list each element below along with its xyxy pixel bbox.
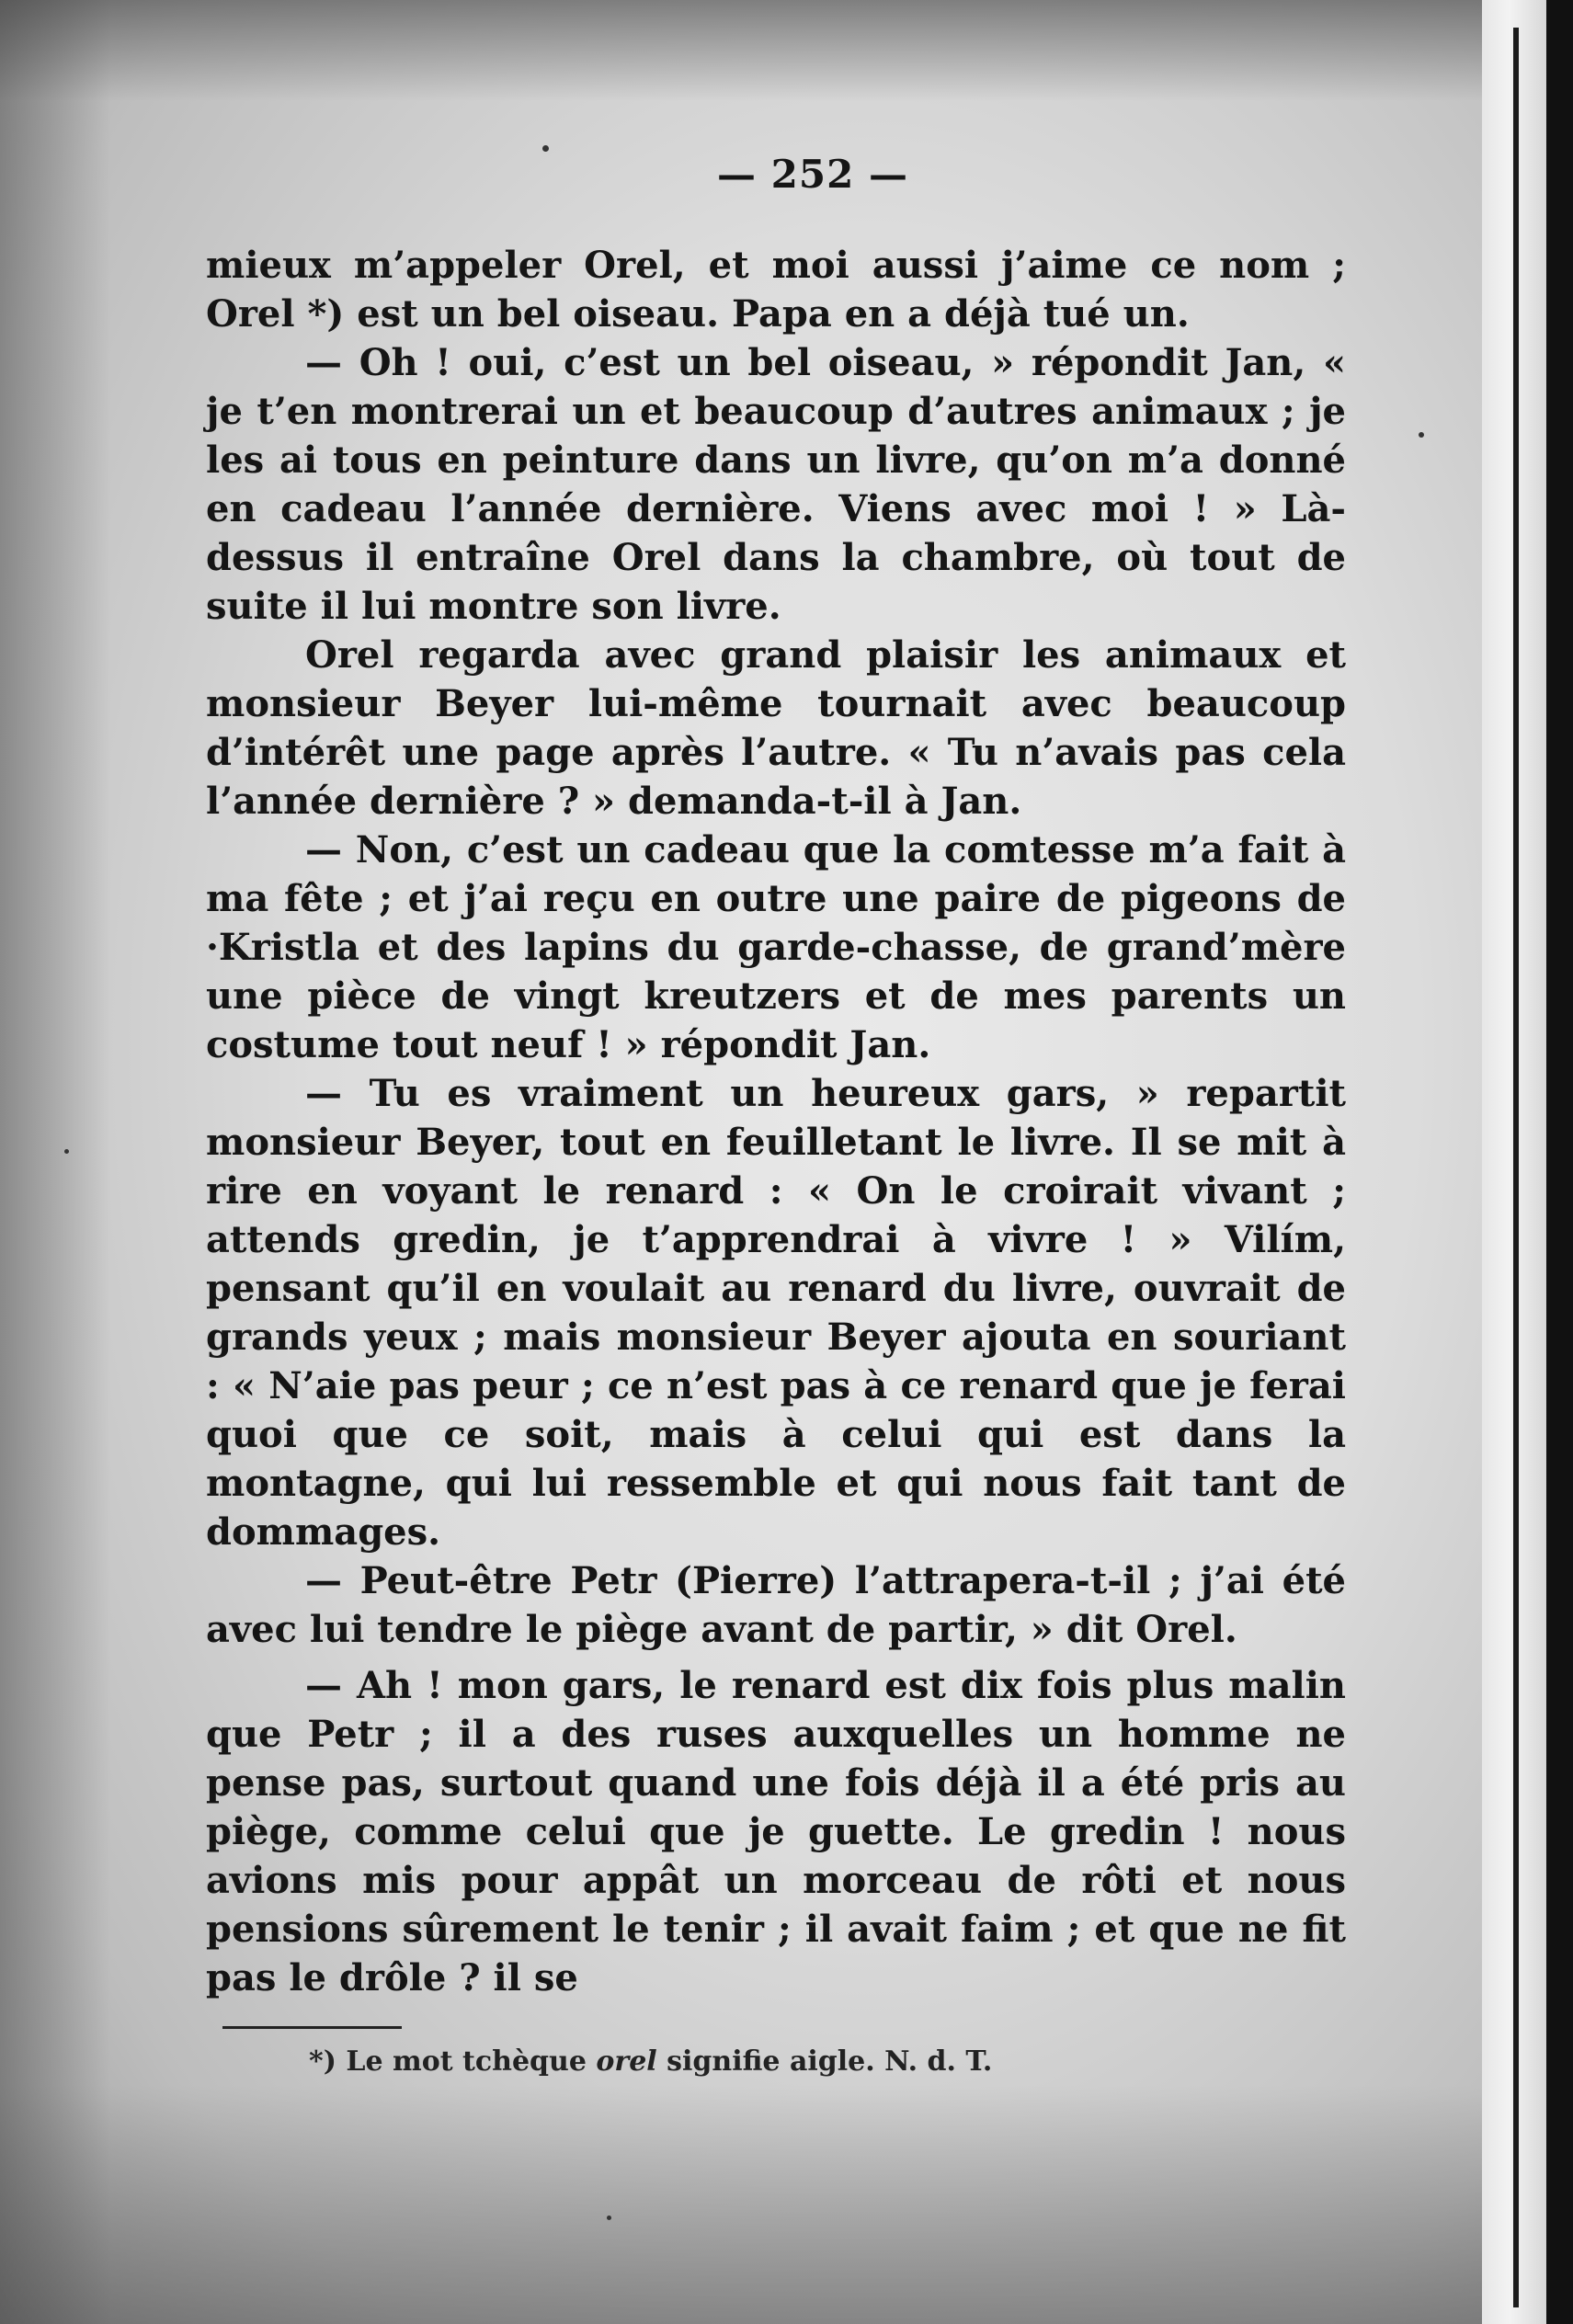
scan-border [1546, 0, 1573, 2324]
speck [607, 2216, 611, 2220]
paragraph: Orel regarda avec grand plaisir les animaux et monsieur Beyer lui-même tournait avec beaucoup d’intérêt une page après l’autre. « Tu n’avais pas cela l’année dernière ? » demanda-t-il à Jan. [206, 633, 1346, 823]
footnote-text-before: Le mot tchèque [346, 2045, 587, 2078]
paragraph: — Ah ! mon gars, le renard est dix fois plus malin que Petr ; il a des ruses auxquelles un homme ne pense pas, surtout quand une fois déjà il a été pris au piège, comme celui que je guette. Le gredin ! nous avions mis pour appât un morceau de rôti et nous pensions sûrement le tenir ; il avait faim ; et que ne fit pas le drôle ? il se [206, 1664, 1346, 1999]
bottom-shadow [0, 2085, 1573, 2324]
top-shadow [0, 0, 1573, 101]
left-shadow [0, 0, 110, 2324]
page-number: — 252 — [717, 152, 908, 197]
paragraph: mieux m’appeler Orel, et moi aussi j’aime ce nom ; Orel *) est un bel oiseau. Papa en a déjà tué un. [206, 244, 1346, 336]
paragraph: — Tu es vraiment un heureux gars, » repartit monsieur Beyer, tout en feuilletant le livre. Il se mit à rire en voyant le renard : « On le croirait vivant ; attends gredin, je t’apprendrai à vivre ! » Vilím, pensant qu’il en voulait au renard du livre, ouvrait de grands yeux ; mais monsieur Beyer ajouta en souriant : « N’aie pas peur ; ce n’est pas à ce renard que je ferai quoi que ce soit, mais à celui qui est dans la montagne, qui lui ressemble et qui nous fait tant de dommages. [206, 1072, 1346, 1554]
footnote-text-after: signifie aigle. N. d. T. [667, 2045, 993, 2078]
footnote-italic-word: orel [596, 2045, 657, 2078]
body-text [206, 241, 1346, 2002]
speck [542, 145, 549, 152]
binding-line [1513, 28, 1519, 2307]
paragraph: — Peut-être Petr (Pierre) l’attrapera-t-il ; j’ai été avec lui tendre le piège avant de partir, » dit Orel. [206, 1559, 1346, 1651]
paragraph: — Non, c’est un cadeau que la comtesse m’a fait à ma fête ; et j’ai reçu en outre une paire de pigeons de ·Kristla et des lapins du garde-chasse, de grand’mère une pièce de vingt kreutzers et de mes parents un costume tout neuf ! » répondit Jan. [206, 828, 1346, 1066]
speck [1419, 432, 1424, 438]
paragraph: — Oh ! oui, c’est un bel oiseau, » répondit Jan, « je t’en montrerai un et beaucoup d’autres animaux ; je les ai tous en peinture dans un livre, qu’on m’a donné en cadeau l’année dernière. Viens avec moi ! » Là-dessus il entraîne Orel dans la chambre, où tout de suite il lui montre son livre. [206, 341, 1346, 628]
footnote [309, 2045, 1346, 2078]
page-body [206, 152, 1346, 2078]
footnote-rule [222, 2026, 402, 2029]
footnote-marker: *) [309, 2045, 336, 2078]
speck [64, 1149, 69, 1154]
